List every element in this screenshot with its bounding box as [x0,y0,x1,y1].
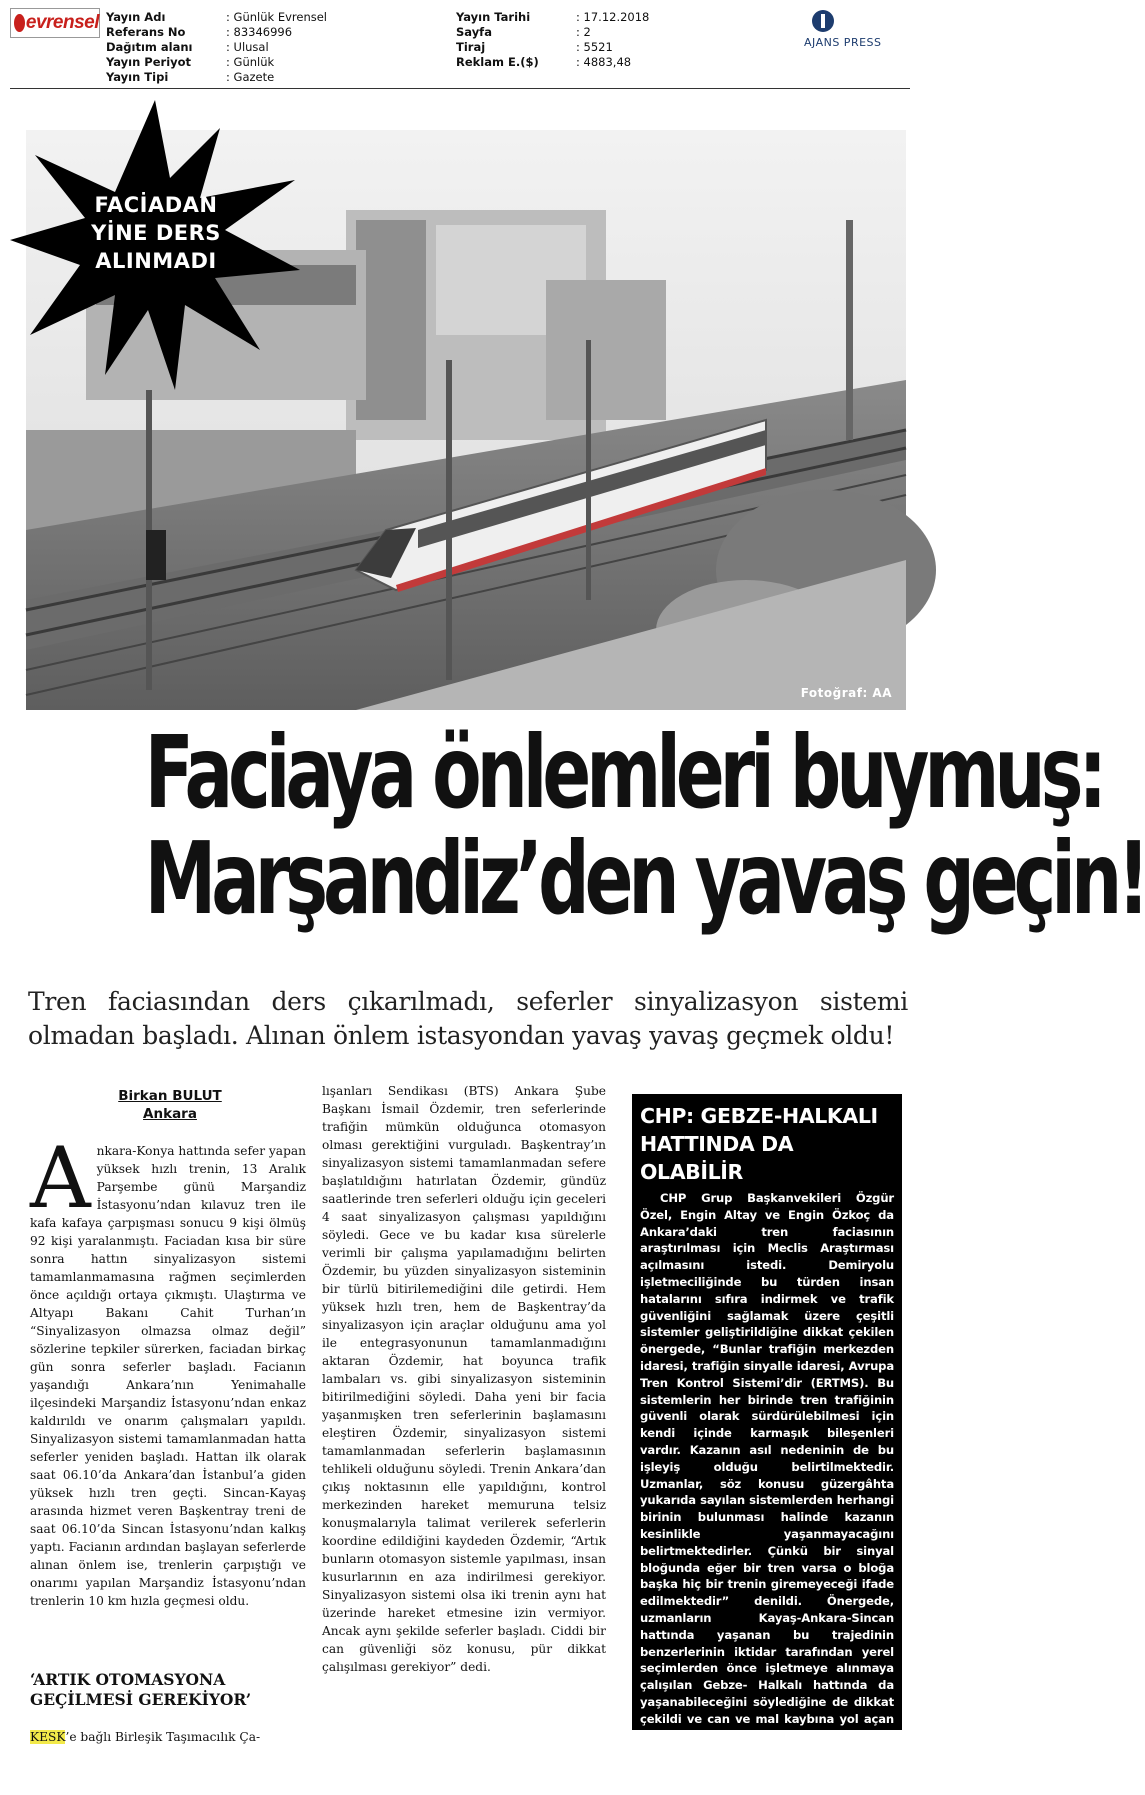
meta-row [456,10,649,25]
chp-box-body [640,1190,894,1795]
column-1-tail [30,1728,306,1746]
meta-label: Dağıtım alanı [106,40,193,54]
meta-value: : 17.12.2018 [576,10,650,24]
logo-mark-icon [14,14,25,32]
column-1-text: nkara-Konya hattında sefer yapan yüksek hızlı trenin, 13 Aralık Parşembe günü Marşandiz İstasyonu’ndan kılavuz tren ile kafa kafaya çarpışması sonucu 9 kişi ölmüş 92 kişi yaralanmıştı. Faciadan kısa bir süre sonra hattın sinyalizasyon sistemi tamamlanmamasına rağmen seçimlerden önce açıldığı ortaya çıkmıştı. Ulaştırma ve Altyapı Bakanı Cahit Turhan’ın “Sinyalizasyon olmazsa olmaz değil” sözlerine tepkiler sürerken, faciadan birkaç gün sonra seferler başladı. Facianın yaşandığı Ankara’nın Yenimahalle ilçesindeki Marşandiz İstasyonu’ndan enkaz kaldırıldı ve onarım çalışmaları yapıldı. Sinyalizasyon sistemi tamamlanmadan hatta seferler yeniden başladı. Hattan ilk olarak saat 06.10’da Ankara’dan İstanbul’a giden yüksek hızlı tren geçti. Sincan-Kayaş arasında hizmet veren Başkentray treni de saat 06.10’da Sincan İstasyonu’ndan kalkış yaptı. Facianın ardından başlayan seferlerde alınan önlem ise, trenlerin çarpıştığı ve onarımı yapılan Marşandiz İstasyonu’ndan trenlerin 10 km hızla geçmesi oldu. [30,1144,306,1608]
headline-line: Faciaya önlemleri buymuş: [144,714,1103,831]
meta-left [106,10,327,85]
evrensel-logo [10,8,100,38]
meta-label: Yayın Tarihi [456,10,531,24]
article-column-1 [30,1129,306,1610]
kesk-highlight: KESK [30,1730,66,1744]
meta-label: Yayın Adı [106,10,166,24]
meta-value: : 5521 [576,40,613,54]
headline-line: Marşandiz’den yavaş geçin! [144,820,1145,937]
chp-box-text: CHP Grup Başkanvekileri Özgür Özel, Engin Altay ve Engin Özkoç da Ankara’daki tren faciasının araştırılması için Meclis Araştırması açılmasını istedi. Demiryolu işletmeciliğinde bu türden insan hatalarını sıfıra indirmek ve trafik güvenliğini sağlamak üzere çeşitli sistemler geliştirildiğine dikkat çekilen önergede, “Bunlar trafiğin merkezden idaresi, trafiğin sinyalle idaresi, Avrupa Tren Kontrol Sistemi’dir (ERTMS). Bu sistemlerin her birinde tren trafiğinin güvenli olarak sürdürülebilmesi için kendi içinde karmaşık bileşenleri vardır. Kazanın asıl nedeninin de bu işleyiş olduğu belirtilmektedir. Uzmanlar, söz konusu güzergâhta yukarıda sayılan sistemlerden herhangi birinin bulunması halinde kazanın kesinlikle yaşanmayacağını belirtmektedirler. Çünkü bir sinyal bloğunda eğer bir tren varsa o bloğa başka hiç bir trenin giremeyeceği ifade edilmektedir” denildi. Önergede, uzmanların Kayaş-Ankara-Sincan hattında yaşanan bu trajedinin benzerlerinin iktidar tarafından yerel seçimlerden önce işletmeye alınmaya çalışılan Gebze- Halkalı hattında da yaşanabileceğini söylediğine de dikkat çekildi ve can ve mal kaybına yol açan bu türden kazaların gerçek nedenlerinin ortaya çıkarılması için Meclis Araştırması açılması istendi. (Ankara/EVRENSEL) [640,1191,894,1793]
meta-label: Sayfa [456,25,492,39]
meta-row [106,25,327,40]
ajans-press-name: AJANS PRESS [804,36,882,49]
meta-row [456,25,649,40]
meta-right [456,10,649,70]
meta-label: Referans No [106,25,186,39]
deck-subtitle: Tren faciasından ders çıkarılmadı, seferler sinyalizasyon sistemi olmadan başladı. Alınan önlem istasyondan yavaş yavaş geçmek oldu! [28,987,908,1050]
chp-title-line: CHP: GEBZE-HALKALI [640,1104,878,1128]
meta-row [456,55,649,70]
meta-row [456,40,649,55]
meta-row [106,40,327,55]
drop-cap: A [30,1129,91,1227]
subhead-line: GEÇİLMESİ GEREKİYOR’ [30,1690,252,1709]
meta-row [106,55,327,70]
meta-row [106,70,327,85]
chp-box-title [640,1102,894,1186]
meta-label: Reklam E.($) [456,55,539,69]
byline-place: Ankara [143,1106,197,1122]
meta-value: : 4883,48 [576,55,632,69]
meta-value: : Günlük Evrensel [226,10,327,24]
chp-sidebar-box [632,1094,902,1793]
meta-value: : 83346996 [226,25,293,39]
meta-row [106,10,327,25]
meta-value: : 2 [576,25,591,39]
article-column-2: lışanları Sendikası (BTS) Ankara Şube Başkanı İsmail Özdemir, tren seferlerinde trafiğin mümkün olduğunca otomasyon olması gerektiğini vurguladı. Başkentray’ın sinyalizasyon sistemi tamamlanmadan sefere başlatıldığını hatırlatan Özdemir, gündüz saatlerinde tren seferleri olduğu için geceleri 4 saat sinyalizasyon çalışması yapıldığını söyledi. Gece ve bu kadar kısa sürelerle verimli bir çalışma yapılamadığını belirten Özdemir, bu yüzden sinyalizasyon sisteminin bir türlü bitirilemediğini dile getirdi. Hem yüksek hızlı tren, hem de Başkentray’da sinyalizasyon için araçlar olduğunu ama yol ile entegrasyonunun tamamlanmadığını aktaran Özdemir, hat boyunca trafik lambaları vs. gibi sinyalizasyon sisteminin bitirilmediğini söyledi. Daha yeni bir facia yaşanmışken tren seferlerinin başlamasını eleştiren Özdemir, sinyalizasyon sistemi tamamlanmadan seferlerin başlamasının tehlikeli olduğunu söyledi. Trenin Ankara’dan çıkış noktasının elle yapıldığını, kontrol merkezinden hareket memuruna telsiz konuşmalarıyla talimat verilerek seferlerin koordine edildiğini kaydeden Özdemir, “Artık bunların otomasyon sistemle yapılması, insan kusurlarının en aza indirilmesi gerekiyor. Sinyalizasyon sistemi olsa iki trenin aynı hat üzerinde hareket etmesine izin vermiyor. Ancak aynı şekilde seferler başladı. Ciddi bir can güvenliği söz konusu, pür dikkat çalışılması gerekiyor” dedi. [322,1084,606,1674]
ajans-press-mark-icon [812,10,834,32]
starburst-line: FACİADAN [94,193,218,217]
headline [144,714,1145,937]
starburst-text [75,191,237,275]
subhead-line: ‘ARTIK OTOMASYONA [30,1670,226,1689]
section-subhead [30,1670,306,1710]
starburst-line: YİNE DERS [91,221,221,245]
meta-value: : Ulusal [226,40,269,54]
meta-label: Tiraj [456,40,486,54]
meta-label: Yayın Periyot [106,55,192,69]
clipping-header [0,0,920,92]
chp-title-line: HATTINDA DA OLABİLİR [640,1132,794,1184]
byline [70,1087,270,1123]
byline-name: Birkan BULUT [118,1088,222,1104]
starburst-line: ALINMADI [95,249,217,273]
header-divider [10,88,910,89]
meta-label: Yayın Tipi [106,70,169,84]
meta-value: : Günlük [226,55,275,69]
ajans-press-logo [806,10,916,80]
meta-value: : Gazete [226,70,275,84]
column-1-tail-text: ’e bağlı Birleşik Taşımacılık Ça- [65,1730,261,1744]
logo-text: evrensel [25,12,99,33]
photo-credit: Fotoğraf: AA [800,686,892,700]
